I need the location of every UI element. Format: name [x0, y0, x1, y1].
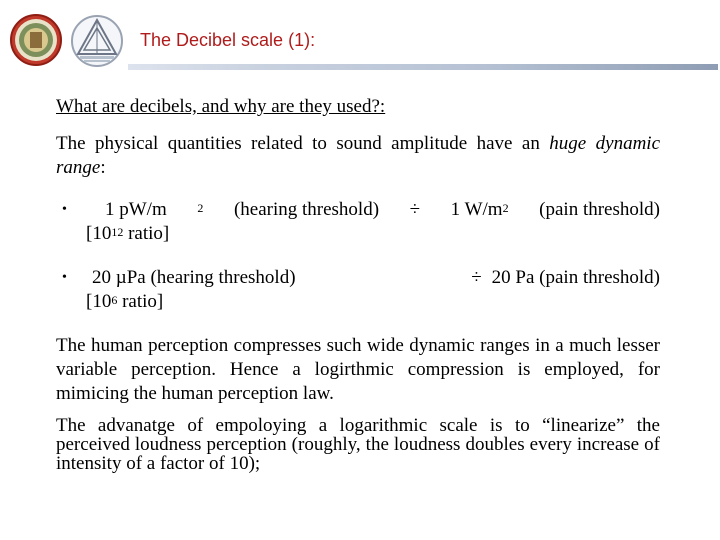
pressure-ratio: [$10^6$ ratio]: [86, 291, 164, 312]
intensity-high: 1 $W/m^2$: [450, 199, 509, 220]
range-separator: ÷: [409, 199, 421, 220]
slide-body: [56, 96, 660, 473]
intro-emphasis-dynamic-range: dynamic range: [56, 133, 661, 178]
bullet-pressure-range: [86, 266, 660, 290]
pressure-high: 20 Pa (pain threshold): [491, 267, 660, 288]
slide-header: [0, 0, 720, 80]
intro-colon: :: [100, 157, 106, 178]
header-rule: [128, 64, 718, 70]
bullet-dot: •: [62, 202, 67, 217]
intensity-high-label: (pain threshold): [539, 199, 660, 220]
aes-logo: [66, 14, 128, 68]
intro-paragraph: [56, 132, 660, 180]
section-heading: What are decibels, and why are they used?:: [56, 96, 386, 117]
intensity-low: 1 pW/m: [105, 199, 167, 220]
intro-text: The physical quantities related to sound amplitude have an: [56, 133, 540, 154]
slide-title: The Decibel scale (1):: [140, 30, 316, 50]
perception-paragraph: The human perception compresses such wide dynamic ranges in a much lesser variable perception. Hence a logirthmic compression is employed, for mimicing the human perception law.: [56, 335, 660, 404]
intensity-ratio: [$10^{12}$ ratio]: [86, 223, 170, 244]
intensity-low-label: (hearing threshold): [233, 199, 380, 220]
pressure-low: 20 µPa (hearing threshold): [92, 267, 296, 288]
range-separator: ÷: [471, 267, 482, 288]
logarithmic-paragraph: The advanatge of empoloying a logarithmic scale is to “linearize” the perceived loudness perception (roughly, the loudness doubles every increase of intensity of a factor of 10);: [56, 415, 660, 474]
intensity-low-exp: 2: [197, 201, 204, 215]
intro-emphasis-huge: huge: [549, 133, 587, 154]
bullet-intensity: [56, 198, 660, 246]
university-seal-logo: [10, 14, 62, 66]
bullet-dot: •: [62, 270, 67, 285]
bullet-intensity-range: [86, 198, 660, 222]
bullet-pressure: [56, 266, 660, 314]
